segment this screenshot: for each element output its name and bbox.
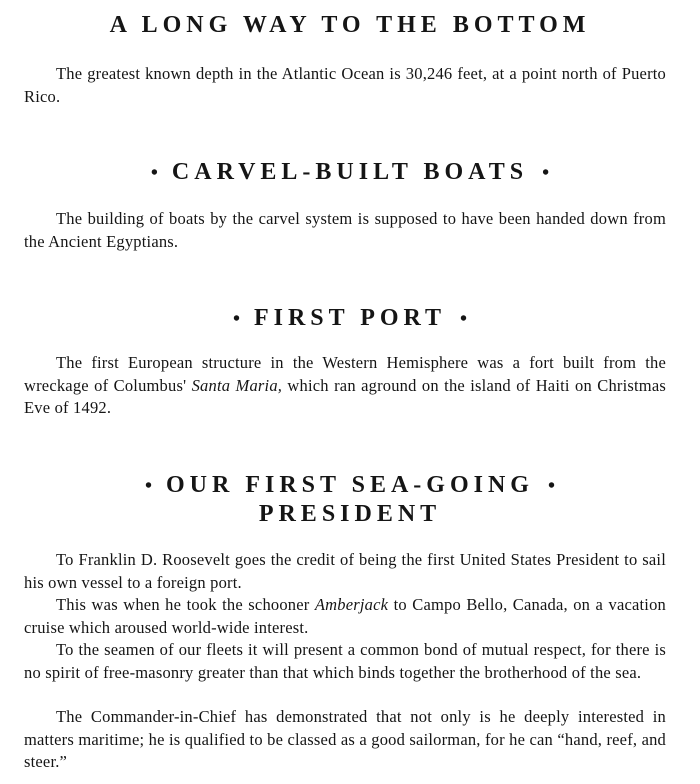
- paragraph-text: to Campo Bello, Canada, on a vacation cruise which aroused world-wide interest.: [24, 595, 666, 637]
- bullet-ornament: •: [460, 308, 468, 331]
- heading-first-port: [0, 303, 700, 334]
- paragraph-text: This was when he took the schooner: [56, 595, 315, 614]
- heading-text-line1: OUR FIRST SEA-GOING: [166, 472, 534, 498]
- heading-carvel-built-boats: [0, 157, 700, 188]
- paragraph-atlantic-depth: The greatest known depth in the Atlantic Ocean is 30,246 feet, at a point north of Puerto Rico.: [24, 64, 666, 106]
- heading-our-first-sea-going-president: [0, 470, 700, 501]
- bullet-ornament: •: [232, 308, 240, 331]
- paragraph-amberjack: [24, 594, 666, 639]
- heading-text-line2: PRESIDENT: [258, 501, 442, 527]
- heading-text: A LONG WAY TO THE BOTTOM: [109, 12, 591, 38]
- heading-president-line: [0, 499, 700, 529]
- paragraph-commander-in-chief: The Commander-in-Chief has demonstrated that not only is he deeply interested in matters maritime; he is qualified to be classed as a good sailorman, for he can “hand, reef, and steer.”: [24, 707, 666, 771]
- paragraph-mutual-respect: To the seamen of our fleets it will present a common bond of mutual respect, for there is no spirit of free-masonry greater than that which binds together the brotherhood of the sea.: [24, 640, 666, 682]
- heading-text: CARVEL-BUILT BOATS: [171, 159, 529, 185]
- heading-long-way-to-the-bottom: [0, 10, 700, 40]
- bullet-ornament: •: [145, 475, 153, 498]
- bullet-ornament: •: [150, 162, 158, 185]
- paragraph-text: The first European structure in the Western Hemisphere was a fort built from the wreckage of Columbus': [24, 353, 666, 395]
- heading-text: FIRST PORT: [253, 305, 447, 331]
- paragraph-text: which ran aground on the island of Haiti on Christmas Eve of 1492.: [24, 375, 666, 417]
- ship-name-italic: Santa Maria,: [191, 375, 283, 395]
- bullet-ornament: •: [547, 475, 555, 498]
- paragraph-carvel-system: The building of boats by the carvel system is supposed to have been handed down from the Ancient Egyptians.: [24, 209, 666, 251]
- paragraph-roosevelt-credit: To Franklin D. Roosevelt goes the credit of being the first United States President to sail his own vessel to a foreign port.: [24, 550, 666, 592]
- bullet-ornament: •: [542, 162, 550, 185]
- ship-name-italic: Amberjack: [314, 595, 389, 614]
- paragraph-first-european-structure: [24, 352, 666, 420]
